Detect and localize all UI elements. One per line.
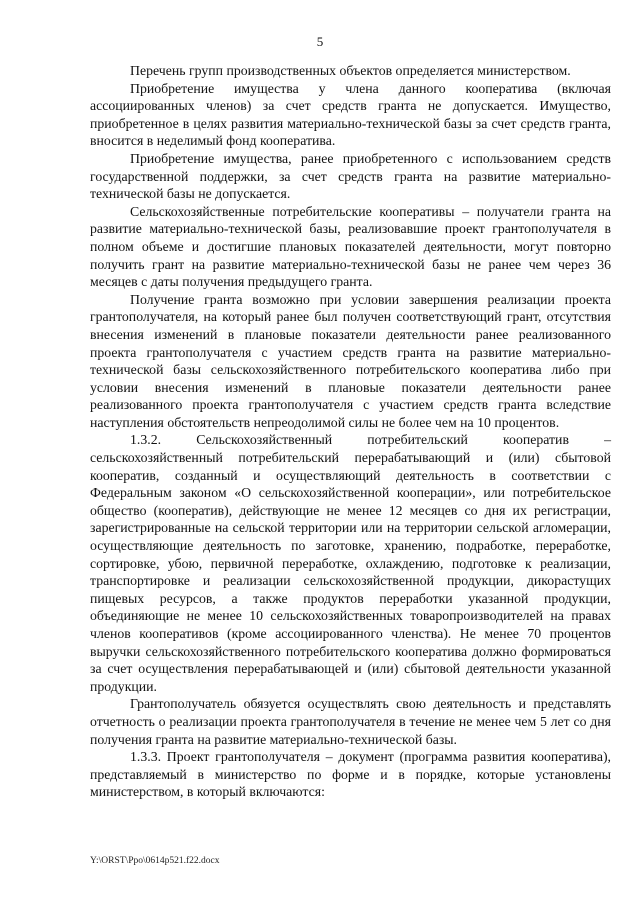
paragraph-recipient-obligations: Грантополучатель обязуется осуществлять свою деятельность и представлять отчетность о реализации проекта грантополучателя в течение не менее чем 5 лет со дня получения гранта на развитие материально-технической базы. [90, 696, 611, 747]
paragraph-property-acquisition-members: Приобретение имущества у члена данного кооператива (включая ассоциированных членов) за счет средств гранта не допускается. Имущество, приобретенное в целях развития материально-технической базы за счет средств гранта, вносится в неделимый фонд кооператива. [90, 80, 611, 149]
footer-file-path: Y:\ORST\Ppo\0614p521.f22.docx [90, 856, 220, 866]
paragraph-repeat-grant: Сельскохозяйственные потребительские кооперативы – получатели гранта на развитие материально-технической базы, реализовавшие проект грантополучателя в полном объеме и достигшие плановых показателей деятельности, могут повторно получить грант на развитие материально-технической базы не ранее чем через 36 месяцев с даты получения предыдущего гранта. [90, 203, 611, 290]
page-number: 5 [316, 34, 324, 49]
document-body [90, 62, 611, 801]
paragraph-section-1-3-2: 1.3.2. Сельскохозяйственный потребительский кооператив – сельскохозяйственный потребительский перерабатывающий и (или) сбытовой кооператив, созданный и осуществляющий деятельность в соответствии с Федеральным законом «О сельскохозяйственной кооперации», или потребительское общество (кооператив), действующие не менее 12 месяцев со дня их регистрации, зарегистрированные на сельской территории или на территории сельской агломерации, осуществляющие деятельность по заготовке, хранению, подработке, переработке, сортировке, убою, первичной переработке, охлаждению, подготовке к реализации, транспортировке и реализации сельскохозяйственной продукции, дикорастущих пищевых ресурсов, а также продуктов переработки указанной продукции, объединяющие не менее 10 сельскохозяйственных товаропроизводителей на правах членов кооперативов (кроме ассоциированного членства). Не менее 70 процентов выручки сельскохозяйственного потребительского кооператива должно формироваться за счет осуществления перерабатывающей и (или) сбытовой деятельности указанной продукции. [90, 432, 611, 694]
paragraph-property-state-support: Приобретение имущества, ранее приобретенного с использованием средств государственной поддержки, за счет средств гранта на развитие материально-технической базы не допускается. [90, 150, 611, 202]
paragraph-grant-conditions: Получение гранта возможно при условии завершения реализации проекта грантополучателя, на который ранее был получен соответствующий грант, отсутствия внесения изменений в плановые показатели деятельности ранее реализованного проекта грантополучателя с участием средств гранта на развитие материально-технической базы сельскохозяйственного потребительского кооператива либо при условии внесения изменений в плановые показатели деятельности ранее реализованного проекта грантополучателя с участием средств гранта вследствие наступления обстоятельств непреодолимой силы не более чем на 10 процентов. [90, 291, 611, 430]
paragraph-production-objects: Перечень групп производственных объектов определяется министерством. [130, 63, 571, 78]
paragraph-section-1-3-3: 1.3.3. Проект грантополучателя – документ (программа развития кооператива), представляемый в министерство по форме и в порядке, которые установлены министерством, в который включаются: [90, 749, 611, 800]
